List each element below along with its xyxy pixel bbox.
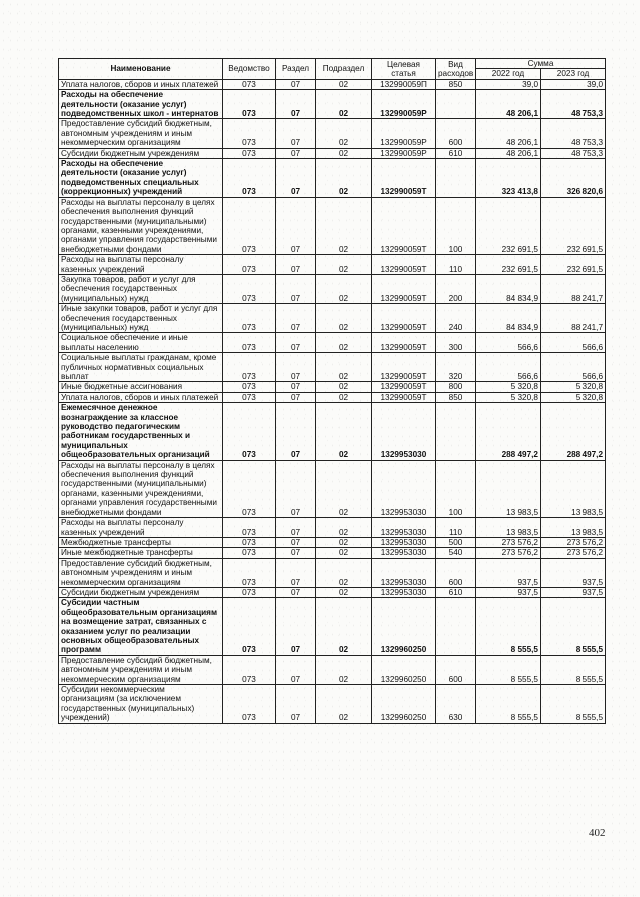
row-razdel: 07 [276,558,316,587]
row-sum-2022: 39,0 [476,79,541,89]
row-sum-2022: 13 983,5 [476,460,541,517]
table-row [59,685,606,724]
header-vedomstvo: Ведомство [223,59,276,80]
row-expense-type: 600 [436,655,476,684]
row-name: Расходы на выплаты персоналу в целях обеспечения выполнения функций государственными (муниципальными) органами, казенными учреждениями, органами управления государственными внебюджетными фондами [59,197,223,254]
row-target-article: 1329953030 [372,460,436,517]
row-razdel: 07 [276,537,316,547]
row-podrazdel: 02 [316,403,372,460]
header-name: Наименование [59,59,223,80]
row-sum-2022: 84 834,9 [476,304,541,333]
row-razdel: 07 [276,587,316,597]
row-sum-2023: 8 555,5 [541,685,606,724]
row-sum-2023: 13 983,5 [541,518,606,538]
table-row [59,403,606,460]
row-expense-type: 320 [436,353,476,382]
row-sum-2022: 323 413,8 [476,159,541,198]
row-sum-2022: 8 555,5 [476,655,541,684]
row-sum-2023: 566,6 [541,353,606,382]
row-razdel: 07 [276,353,316,382]
row-sum-2022: 48 206,1 [476,90,541,119]
row-podrazdel: 02 [316,518,372,538]
row-vedomstvo: 073 [223,119,276,148]
row-razdel: 07 [276,148,316,158]
row-vedomstvo: 073 [223,548,276,558]
table-row [59,587,606,597]
row-expense-type: 110 [436,255,476,275]
row-vedomstvo: 073 [223,558,276,587]
row-sum-2022: 937,5 [476,558,541,587]
table-row [59,537,606,547]
table-row [59,148,606,158]
row-sum-2023: 5 320,8 [541,392,606,402]
row-name: Предоставление субсидий бюджетным, автономным учреждениям и иным некоммерческим организациям [59,655,223,684]
row-target-article: 132990059Т [372,159,436,198]
header-target-article: Целевая статья [372,59,436,80]
row-name: Предоставление субсидий бюджетным, автономным учреждениям и иным некоммерческим организациям [59,558,223,587]
row-sum-2022: 937,5 [476,587,541,597]
table-row [59,548,606,558]
row-expense-type: 850 [436,392,476,402]
row-vedomstvo: 073 [223,655,276,684]
row-target-article: 132990059Т [372,255,436,275]
row-target-article: 1329960250 [372,685,436,724]
row-razdel: 07 [276,655,316,684]
row-sum-2023: 39,0 [541,79,606,89]
row-vedomstvo: 073 [223,90,276,119]
page-number: 402 [589,827,606,839]
table-row [59,159,606,198]
row-podrazdel: 02 [316,587,372,597]
header-razdel: Раздел [276,59,316,80]
table-row [59,119,606,148]
row-expense-type: 610 [436,148,476,158]
row-sum-2022: 84 834,9 [476,274,541,303]
row-podrazdel: 02 [316,548,372,558]
row-name: Иные закупки товаров, работ и услуг для обеспечения государственных (муниципальных) нужд [59,304,223,333]
table-row [59,382,606,392]
table-row [59,90,606,119]
header-year-2023: 2023 год [541,69,606,79]
row-sum-2023: 273 576,2 [541,548,606,558]
row-target-article: 1329953030 [372,558,436,587]
row-target-article: 132990059Т [372,304,436,333]
row-vedomstvo: 073 [223,353,276,382]
table-row [59,79,606,89]
row-podrazdel: 02 [316,392,372,402]
row-target-article: 1329960250 [372,655,436,684]
row-sum-2023: 273 576,2 [541,537,606,547]
row-sum-2023: 937,5 [541,587,606,597]
row-expense-type: 540 [436,548,476,558]
row-target-article: 1329953030 [372,587,436,597]
row-expense-type [436,159,476,198]
row-sum-2023: 232 691,5 [541,255,606,275]
row-sum-2023: 88 241,7 [541,274,606,303]
header-row [59,59,606,69]
row-name: Закупка товаров, работ и услуг для обеспечения государственных (муниципальных) нужд [59,274,223,303]
row-name: Межбюджетные трансферты [59,537,223,547]
table-row [59,333,606,353]
row-expense-type: 100 [436,197,476,254]
row-sum-2022: 566,6 [476,333,541,353]
row-name: Уплата налогов, сборов и иных платежей [59,79,223,89]
row-vedomstvo: 073 [223,79,276,89]
row-razdel: 07 [276,274,316,303]
header-expense-type: Вид расходов [436,59,476,80]
row-podrazdel: 02 [316,685,372,724]
row-razdel: 07 [276,197,316,254]
row-name: Субсидии некоммерческим организациям (за исключением государственных (муниципальных) учреждений) [59,685,223,724]
row-name: Расходы на выплаты персоналу в целях обеспечения выполнения функций государственными (муниципальными) органами, казенными учреждениями, органами управления государственными внебюджетными фондами [59,460,223,517]
row-expense-type: 600 [436,119,476,148]
row-expense-type: 100 [436,460,476,517]
row-podrazdel: 02 [316,148,372,158]
row-sum-2023: 8 555,5 [541,655,606,684]
row-razdel: 07 [276,79,316,89]
row-razdel: 07 [276,548,316,558]
table-body [59,79,606,723]
table-row [59,558,606,587]
table-row [59,655,606,684]
row-target-article: 132990059Т [372,274,436,303]
row-vedomstvo: 073 [223,255,276,275]
row-target-article: 132990059Р [372,148,436,158]
row-sum-2023: 232 691,5 [541,197,606,254]
row-razdel: 07 [276,382,316,392]
row-name: Субсидии частным общеобразовательным организациям на возмещение затрат, связанных с оказанием услуг по реализации основных общеобразовательных программ [59,598,223,655]
row-sum-2022: 5 320,8 [476,382,541,392]
table-row [59,518,606,538]
row-sum-2023: 566,6 [541,333,606,353]
row-podrazdel: 02 [316,598,372,655]
row-name: Иные межбюджетные трансферты [59,548,223,558]
row-target-article: 1329953030 [372,537,436,547]
row-target-article: 1329960250 [372,598,436,655]
row-razdel: 07 [276,159,316,198]
row-expense-type: 240 [436,304,476,333]
row-podrazdel: 02 [316,333,372,353]
row-target-article: 1329953030 [372,403,436,460]
row-razdel: 07 [276,304,316,333]
row-sum-2023: 48 753,3 [541,90,606,119]
row-podrazdel: 02 [316,159,372,198]
row-sum-2022: 288 497,2 [476,403,541,460]
row-podrazdel: 02 [316,197,372,254]
row-podrazdel: 02 [316,655,372,684]
row-name: Предоставление субсидий бюджетным, автономным учреждениям и иным некоммерческим организациям [59,119,223,148]
row-name: Расходы на выплаты персоналу казенных учреждений [59,518,223,538]
row-razdel: 07 [276,598,316,655]
row-podrazdel: 02 [316,382,372,392]
row-sum-2023: 8 555,5 [541,598,606,655]
row-vedomstvo: 073 [223,518,276,538]
row-vedomstvo: 073 [223,403,276,460]
row-vedomstvo: 073 [223,537,276,547]
row-podrazdel: 02 [316,460,372,517]
row-podrazdel: 02 [316,537,372,547]
row-expense-type: 110 [436,518,476,538]
row-target-article: 132990059П [372,79,436,89]
row-target-article: 132990059Т [372,197,436,254]
row-name: Расходы на обеспечение деятельности (оказание услуг) подведомственных школ - интернатов [59,90,223,119]
row-sum-2023: 5 320,8 [541,382,606,392]
row-vedomstvo: 073 [223,685,276,724]
row-name: Иные бюджетные ассигнования [59,382,223,392]
row-podrazdel: 02 [316,274,372,303]
row-name: Уплата налогов, сборов и иных платежей [59,392,223,402]
row-vedomstvo: 073 [223,460,276,517]
row-name: Субсидии бюджетным учреждениям [59,148,223,158]
row-expense-type [436,90,476,119]
row-podrazdel: 02 [316,304,372,333]
row-vedomstvo: 073 [223,392,276,402]
row-expense-type: 600 [436,558,476,587]
row-podrazdel: 02 [316,90,372,119]
header-sum: Сумма [476,59,606,69]
row-razdel: 07 [276,392,316,402]
row-sum-2023: 48 753,3 [541,148,606,158]
row-sum-2023: 288 497,2 [541,403,606,460]
row-target-article: 132990059Т [372,333,436,353]
row-sum-2023: 88 241,7 [541,304,606,333]
row-podrazdel: 02 [316,558,372,587]
row-target-article: 132990059Р [372,119,436,148]
row-expense-type: 800 [436,382,476,392]
row-sum-2023: 326 820,6 [541,159,606,198]
row-razdel: 07 [276,518,316,538]
row-target-article: 132990059Т [372,392,436,402]
row-name: Социальное обеспечение и иные выплаты населению [59,333,223,353]
row-target-article: 132990059Т [372,382,436,392]
row-target-article: 132990059Р [372,90,436,119]
row-razdel: 07 [276,333,316,353]
row-podrazdel: 02 [316,255,372,275]
row-expense-type: 500 [436,537,476,547]
row-expense-type: 610 [436,587,476,597]
row-target-article: 132990059Т [372,353,436,382]
table-row [59,255,606,275]
table-row [59,274,606,303]
row-vedomstvo: 073 [223,587,276,597]
row-vedomstvo: 073 [223,197,276,254]
row-expense-type [436,403,476,460]
row-razdel: 07 [276,403,316,460]
row-sum-2022: 5 320,8 [476,392,541,402]
row-expense-type: 200 [436,274,476,303]
row-sum-2023: 48 753,3 [541,119,606,148]
row-target-article: 1329953030 [372,548,436,558]
header-podrazdel: Подраздел [316,59,372,80]
row-razdel: 07 [276,119,316,148]
table-row [59,598,606,655]
row-expense-type: 300 [436,333,476,353]
row-vedomstvo: 073 [223,304,276,333]
row-name: Социальные выплаты гражданам, кроме публичных нормативных социальных выплат [59,353,223,382]
table-row [59,460,606,517]
row-razdel: 07 [276,255,316,275]
row-vedomstvo: 073 [223,333,276,353]
row-name: Расходы на обеспечение деятельности (оказание услуг) подведомственных специальных (коррекционных) учреждений [59,159,223,198]
row-sum-2022: 232 691,5 [476,197,541,254]
row-vedomstvo: 073 [223,148,276,158]
budget-table [58,58,606,724]
table-row [59,392,606,402]
row-target-article: 1329953030 [372,518,436,538]
row-sum-2022: 273 576,2 [476,537,541,547]
row-vedomstvo: 073 [223,274,276,303]
row-vedomstvo: 073 [223,382,276,392]
row-sum-2022: 8 555,5 [476,685,541,724]
row-sum-2022: 8 555,5 [476,598,541,655]
row-razdel: 07 [276,90,316,119]
row-razdel: 07 [276,460,316,517]
row-sum-2023: 937,5 [541,558,606,587]
row-sum-2022: 48 206,1 [476,119,541,148]
row-name: Ежемесячное денежное вознаграждение за классное руководство педагогическим работникам государственных и муниципальных общеобразовательных организаций [59,403,223,460]
row-vedomstvo: 073 [223,159,276,198]
row-podrazdel: 02 [316,79,372,89]
row-expense-type: 630 [436,685,476,724]
header-year-2022: 2022 год [476,69,541,79]
row-name: Субсидии бюджетным учреждениям [59,587,223,597]
row-expense-type: 850 [436,79,476,89]
row-sum-2023: 13 983,5 [541,460,606,517]
row-sum-2022: 232 691,5 [476,255,541,275]
row-sum-2022: 48 206,1 [476,148,541,158]
row-podrazdel: 02 [316,119,372,148]
row-podrazdel: 02 [316,353,372,382]
row-sum-2022: 273 576,2 [476,548,541,558]
row-vedomstvo: 073 [223,598,276,655]
row-sum-2022: 566,6 [476,353,541,382]
row-expense-type [436,598,476,655]
table-row [59,197,606,254]
row-name: Расходы на выплаты персоналу казенных учреждений [59,255,223,275]
table-row [59,353,606,382]
table-row [59,304,606,333]
row-sum-2022: 13 983,5 [476,518,541,538]
row-razdel: 07 [276,685,316,724]
